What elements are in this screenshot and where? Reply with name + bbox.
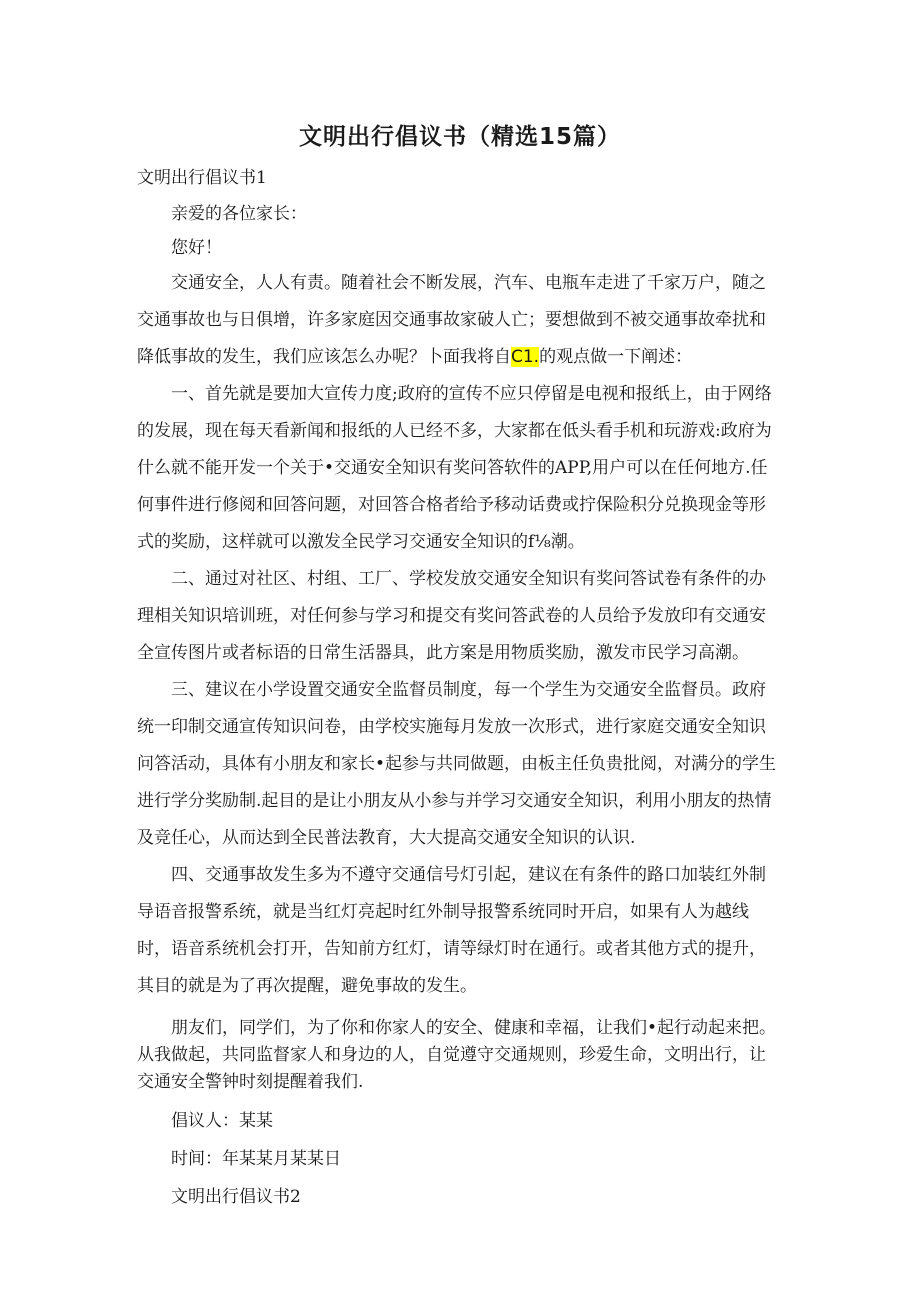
proposer-line: 倡议人：某某 xyxy=(171,1111,273,1131)
point-4-paragraph: 四、交通事故发生多为不遵守交通信号灯引起，建议在有条件的路口加装红外制导语音报警系统，就是当红灯亮起时红外制导报警系统同时开启，如果有人为越线时，语音系统机会打开，告知前方红灯，请等绿灯时在通行。或者其他方式的提升，其目的就是为了再次提醒，避免事故的发生。 xyxy=(137,865,766,996)
document-title: 文明出行倡议书（精选15篇） xyxy=(298,124,621,150)
point-1-paragraph: 一、首先就是要加大宣传力度;政府的宣传不应只停留是电视和报纸上，由于网络的发展，现在每天看新闻和报纸的人已经不多，大家都在低头看手机和玩游戏:政府为什么就不能开发一个关于•交通安全知识有奖问答软件的APP,用户可以在任何地方.任何事件进行修阅和回答问题，对回答合格者给予移动话费或拧保险积分兑换现金等形式的奖励，这样就可以激发全民学习交通安全知识的f⅛潮。 xyxy=(137,384,772,552)
document-body xyxy=(137,163,777,1216)
closing-paragraph: 朋友们，同学们，为了你和你家人的安全、健康和幸福，让我们•起行动起来把。从我做起，共同监督家人和身边的人，自觉遵守交通规则，珍爱生命，文明出行，让交通安全警钟时刻提醒着我们. xyxy=(137,1018,777,1092)
greeting-line: 亲爱的各位家长： xyxy=(171,204,307,224)
point-2-paragraph: 二、通过对社区、村组、工厂、学校发放交通安全知识有奖问答试卷有条件的办理相关知识培训班，对任何参与学习和提交有奖问答武卷的人员给予发放印有交通安全宣传图片或者标语的日常生活器具，此方案是用物质奖励，激发市民学习高潮。 xyxy=(137,569,766,663)
point-3-paragraph: 三、建议在小学设置交通安全监督员制度，每一个学生为交通安全监督员。政府统一印制交通宣传知识问卷，由学校实施每月发放一次形式，进行家庭交通安全知识问答活动，具体有小朋友和家长•起参与共同做题，由板主任负贵批阅，对满分的学生进行学分奖励制.起目的是让小朋友从小参与并学习交通安全知识，利用小朋友的热情及竞任心，从而达到全民普法教育，大大提高交通安全知识的认识. xyxy=(137,680,777,848)
highlighted-text: C1. xyxy=(511,347,540,367)
hello-line: 您好！ xyxy=(171,238,222,258)
date-line: 时间：年某某月某某日 xyxy=(171,1149,341,1169)
section-heading-2: 文明出行倡议书2 xyxy=(171,1187,301,1207)
intro-paragraph xyxy=(137,265,777,376)
section-heading-1: 文明出行倡议书1 xyxy=(137,168,267,188)
intro-text: 交通安全，人人有责。随着社会不断发展，汽车、电瓶车走进了千家万户，随之交通事故也与日俱增，许多家庭因交通事故家破人亡；要想做到不被交通事故牵扰和降低事故的发生，我们应该怎么办呢？卜面我将自 xyxy=(137,273,766,367)
intro-text-end: 的观点做一下阐述： xyxy=(539,347,693,367)
